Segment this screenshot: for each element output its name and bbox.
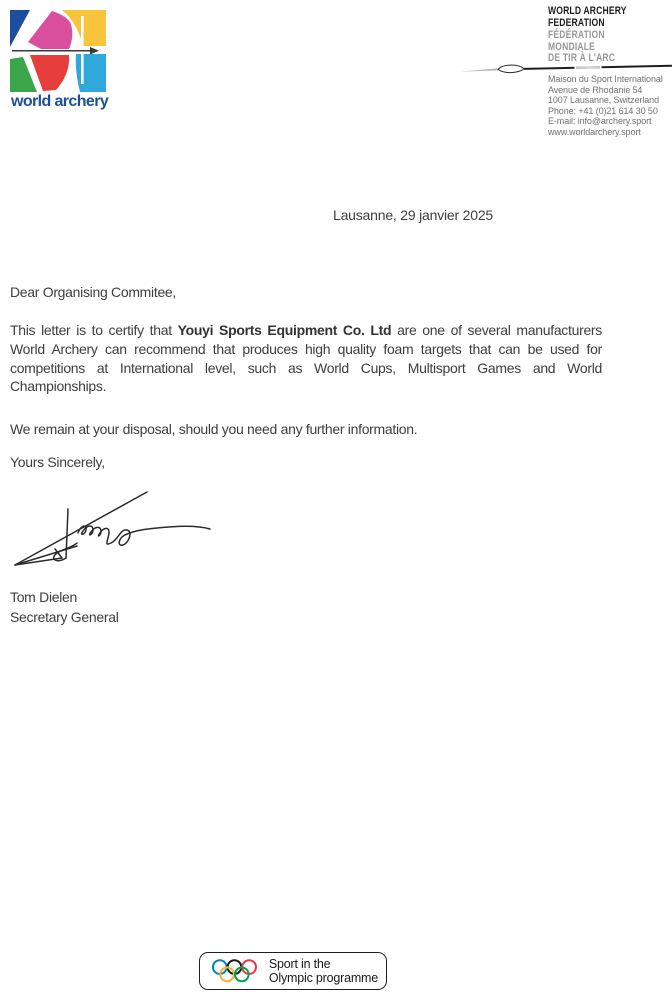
org-name-en: [548, 5, 627, 29]
address-line6: www.worldarchery.sport: [548, 126, 641, 137]
closing: Yours Sincerely,: [10, 454, 105, 470]
org-name-en-line1: WORLD ARCHERY: [548, 5, 627, 17]
address-line4: Phone: +41 (0)21 614 30 50: [548, 105, 658, 116]
signer-block: [10, 588, 119, 627]
body-text-after: are one of several manufacturers: [391, 322, 602, 338]
address-line5: E-mail: info@archery.sport: [548, 116, 652, 126]
dateline: Lausanne, 29 janvier 2025: [333, 207, 494, 223]
body-line3: competitions at International level, such as World Cups, Multisport Games and World: [10, 359, 602, 376]
world-archery-logo: [10, 10, 106, 92]
address-line3: 1007 Lausanne, Switzerland: [548, 95, 659, 105]
signer-name: Tom Dielen: [10, 589, 78, 605]
salutation: Dear Organising Commitee,: [10, 284, 177, 300]
badge-label-line1: Sport in the: [268, 956, 331, 971]
body-paragraph-2: We remain at your disposal, should you need any further information.: [10, 421, 418, 437]
badge-label-line2: Olympic programme: [268, 971, 378, 985]
body-line2: World Archery can recommend that produces high quality foam targets that can be used for: [10, 340, 602, 357]
org-name-fr-line2: MONDIALE: [548, 40, 596, 53]
letterhead-address: [548, 74, 663, 137]
olympic-programme-badge: [199, 952, 387, 990]
company-name: Youyi Sports Equipment Co. Ltd: [177, 322, 392, 338]
world-archery-wordmark: world archery: [11, 93, 109, 110]
signature: [5, 485, 225, 570]
olympic-rings-icon: [211, 956, 260, 986]
address-line2: Avenue de Rhodanie 54: [548, 84, 643, 95]
signer-title: Secretary General: [10, 608, 119, 625]
org-name-fr-line3: DE TIR À L'ARC: [548, 52, 616, 65]
org-name-fr-line1: FÉDÉRATION: [548, 29, 605, 41]
address-line1: Maison du Sport International: [548, 74, 663, 84]
body-paragraph: [10, 321, 602, 396]
body-text-before: This letter is to certify that: [10, 322, 178, 338]
body-line4: Championships.: [10, 378, 107, 395]
org-name-en-line2: FEDERATION: [548, 17, 605, 29]
body-line1: [10, 321, 602, 340]
badge-label: [269, 957, 378, 986]
